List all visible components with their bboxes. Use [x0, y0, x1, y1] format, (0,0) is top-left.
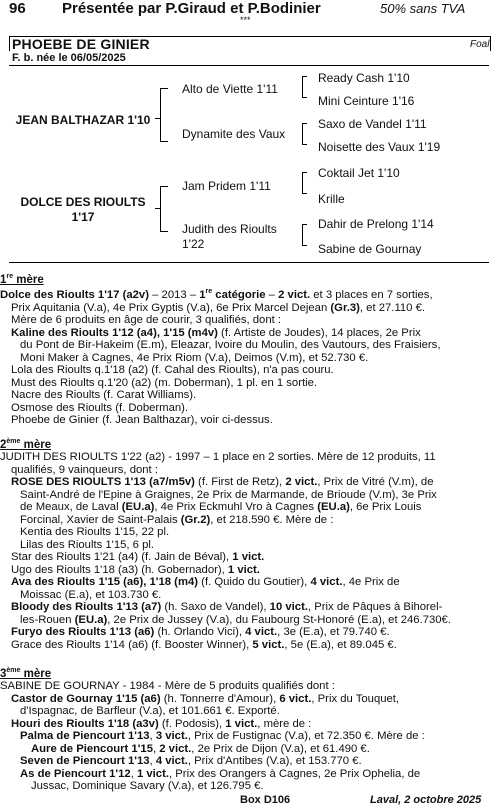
pedigree-dam-1: DOLCE DES RIOULTS — [20, 195, 146, 209]
lilas-entry: Lilas des Rioults 1'15, 6 pl. — [20, 538, 155, 551]
pedigree-sire-dam: Dynamite des Vaux — [182, 127, 286, 141]
pedigree-sire-sire: Alto de Viette 1'11 — [182, 82, 278, 96]
palma-entry: Palma de Piencourt 1'13, 3 vict., Prix de Fustignac (V.a), et 72.350 €. Mère de : — [20, 730, 425, 743]
kentia-entry: Kentia des Rioults 1'15, 22 pl. — [20, 526, 170, 539]
rose-entry-2: Saint-André de l'Epine à Graignes, 2e Prix de Marmande, de Brioude (V.m), 3e Prix — [20, 488, 437, 501]
ss-bracket — [302, 76, 307, 98]
dam-bracket — [160, 186, 168, 232]
star-entry: Star des Rioults 1'21 (a4) (f. Jain de Béval), 1 vict. — [11, 551, 265, 564]
third-dam-intro: SABINE DE GOURNAY - 1984 - Mère de 5 produits qualifiés dont : — [0, 680, 335, 693]
pedigree-sd-sire: Saxo de Vandel 1'11 — [318, 117, 427, 131]
pedigree-sire: JEAN BALTHAZAR 1'10 — [15, 113, 151, 127]
second-dam-title: 2ème mère — [0, 438, 52, 451]
pedigree-dam-dam-1: Judith des Rioults — [182, 222, 277, 236]
sire-tick — [155, 118, 160, 119]
dd-bracket — [302, 224, 307, 246]
second-dam-intro-2: qualifiés, 9 vainqueurs, dont : — [11, 463, 158, 476]
rose-entry: ROSE DES RIOULTS 1'13 (a7/m5v) (f. First de Retz), 2 vict., Prix de Vitré (V.m), de — [11, 476, 434, 489]
rose-entry-3: de Meaux, de Laval (EU.a), 4e Prix Eckmuhl Vro à Cagnes (EU.a), 6e Prix Louis — [20, 501, 422, 514]
produce-line: Nacre des Rioults (f. Carat Williams). — [11, 389, 197, 402]
sire-bracket — [160, 88, 168, 142]
pedigree-ds-dam: Krille — [318, 192, 345, 206]
kaline-entry-3: Moni Maker à Cagnes, 4e Prix Riom (V.a), Deimos (V.m), et 52.730 €. — [20, 351, 369, 364]
bloody-entry-2: les-Rouen (EU.a), 2e Prix de Jussey (V.a), du Faubourg St-Honoré (E.a), et 246.730€. — [20, 613, 451, 626]
birth-line: F. b. née le 06/05/2025 — [12, 52, 126, 64]
produce-line: Osmose des Rioults (f. Doberman). — [11, 401, 189, 414]
pedigree-dd-sire: Dahir de Prelong 1'14 — [318, 217, 434, 231]
pedigree-dam-2: 1'17 — [71, 210, 95, 224]
sd-bracket — [302, 123, 307, 145]
castor-entry-2: d'Ispagnac, de Barfleur (V.a), et 101.661 €. Exporté. — [20, 705, 280, 718]
castor-entry: Castor de Gournay 1'15 (a6) (h. Tonnerre d'Amour), 6 vict., Prix du Touquet, — [11, 692, 400, 705]
pedigree-ds-sire: Coktail Jet 1'10 — [318, 166, 400, 180]
tax-note: 50% sans TVA — [380, 1, 466, 16]
aure-entry: Aure de Piencourt 1'15, 2 vict., 2e Prix de Dijon (V.a), et 61.490 €. — [31, 742, 370, 755]
kaline-entry: Kaline des Rioults 1'12 (a4), 1'15 (m4v) (f. Artiste de Joudes), 14 places, 2e Prix — [11, 326, 421, 339]
pedigree-ss-dam: Mini Ceinture 1'16 — [318, 94, 415, 108]
box-number: Box D106 — [240, 794, 291, 806]
bloody-entry: Bloody des Rioults 1'13 (a7) (h. Saxo de Vandel), 10 vict., Prix de Pâques à Bihorel- — [11, 601, 443, 614]
horse-type: Foal — [470, 39, 490, 50]
second-dam-intro: JUDITH DES RIOULTS 1'22 (a2) - 1997 – 1 place en 2 sorties. Mère de 12 produits, 11 — [0, 451, 436, 464]
ava-entry-2: Moissac (E.a), et 103.730 €. — [20, 588, 162, 601]
second-dam-section — [0, 436, 495, 651]
third-dam-section — [0, 665, 495, 793]
ds-bracket — [302, 172, 307, 194]
lot-number: 96 — [9, 0, 26, 17]
produce-line: Phoebe de Ginier (f. Jean Balthazar), voir ci-dessus. — [11, 414, 273, 427]
pedigree-dam-dam-2: 1'22 — [182, 237, 205, 251]
pedigree-bottom-rule — [9, 262, 489, 263]
pedigree-dam-sire: Jam Pridem 1'11 — [182, 179, 271, 193]
sale-date: Laval, 2 octobre 2025 — [370, 794, 482, 806]
produce-line: Must des Rioults q.1'20 (a2) (m. Doberman), 1 pl. en 1 sortie. — [11, 376, 318, 389]
furyo-entry: Furyo des Rioults 1'13 (a6) (h. Orlando Vici), 4 vict., 3e (E.a), et 79.740 €. — [11, 626, 390, 639]
produce-line: Lola des Rioults q.1'18 (a2) (f. Cahal des Rioults), n'a pas couru. — [11, 364, 334, 377]
rose-entry-4: Forcinal, Xavier de Saint-Palais (Gr.2), et 218.590 €. Mère de : — [20, 513, 334, 526]
pedigree-top-rule — [9, 65, 489, 66]
first-dam-intro: Dolce des Rioults 1'17 (a2v) – 2013 – 1re catégorie – 2 vict. et 3 places en 7 sorties, — [0, 288, 433, 302]
stars-mark: *** — [240, 15, 251, 25]
pedigree-ss-sire: Ready Cash 1'10 — [318, 71, 410, 85]
as-entry: As de Piencourt 1'12, 1 vict., Prix des Orangers à Cagnes, 2e Prix Ophelia, de — [20, 767, 421, 780]
houri-entry: Houri des Rioults 1'18 (a3v) (f. Podosis), 1 vict., mère de : — [11, 717, 312, 730]
grace-entry: Grace des Rioults 1'14 (a6) (f. Booster Winner), 5 vict., 5e (E.a), et 89.045 €. — [11, 638, 397, 651]
seven-entry: Seven de Piencourt 1'13, 4 vict., Prix d'Antibes (V.a), et 153.770 €. — [20, 755, 362, 768]
pedigree-dd-dam: Sabine de Gournay — [318, 242, 422, 256]
as-entry-2: Jussac, Dominique Savary (V.a), et 126.795 €. — [31, 780, 264, 793]
presenter-line: Présentée par P.Giraud et P.Bodinier — [62, 0, 321, 17]
ugo-entry: Ugo des Rioults 1'18 (a3) (h. Gobernador), 1 vict. — [11, 563, 260, 576]
first-dam-line2: Prix Aquitania (V.a), 4e Prix Gyptis (V.a), 6e Prix Marcel Dejean (Gr.3), et 27.110 €. — [11, 301, 426, 314]
first-dam-section — [0, 271, 495, 427]
ava-entry: Ava des Rioults 1'15 (a6), 1'18 (m4) (f. Quido du Goutier), 4 vict., 4e Prix de — [11, 576, 400, 589]
third-dam-title: 3ème mère — [0, 667, 52, 680]
first-dam-line3: Mère de 6 produits en âge de courir, 3 qualifiés, dont : — [11, 314, 282, 327]
first-dam-title: 1re mère — [0, 273, 44, 286]
horse-name: PHOEBE DE GINIER — [12, 36, 150, 52]
dam-tick — [155, 208, 160, 209]
pedigree-sd-dam: Noisette des Vaux 1'19 — [318, 140, 441, 154]
kaline-entry-2: du Pont de Bir-Hakeim (E.m), Eleazar, Ivoire du Moulin, des Vautours, des Fraisiers, — [20, 339, 441, 352]
